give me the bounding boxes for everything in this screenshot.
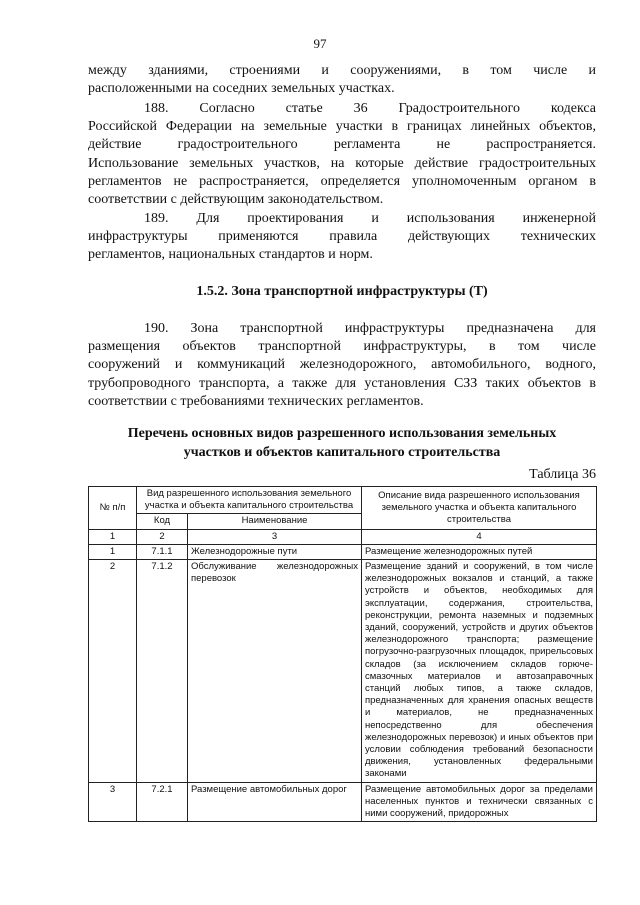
text-line: соответствии с действующим законодательством. [88, 192, 384, 208]
cell-description: Размещение железнодорожных путей [362, 544, 597, 559]
text-line: 190. Зона транспортной инфраструктуры предназначена для [144, 321, 596, 336]
table-row [89, 560, 597, 783]
cell-num: 1 [89, 544, 137, 559]
text-line: 189. Для проектирования и использования инженерной [144, 211, 596, 226]
header-group: Вид разрешенного использования земельного участка и объекта капитального строительства [137, 487, 362, 514]
header-description: Описание вида разрешенного использования земельного участка и объекта капитального строительства [362, 487, 597, 530]
text-line: Использование земельных участков, на которые действие градостроительных [88, 155, 596, 171]
paragraph-189 [88, 210, 596, 265]
col-number: 2 [137, 529, 188, 544]
cell-num: 2 [89, 560, 137, 783]
text-line: трубопроводного транспорта, а также для установления СЗЗ таких объектов в [88, 375, 596, 391]
cell-num: 3 [89, 782, 137, 822]
text-line: между зданиями, строениями и сооружениями, в том числе и [88, 63, 596, 78]
paragraph-continuation [88, 62, 596, 98]
col-number: 4 [362, 529, 597, 544]
table-row [89, 544, 597, 559]
col-number: 1 [89, 529, 137, 544]
text-line: размещения объектов транспортной инфраструктуры, в том числе [88, 339, 596, 355]
text-line: действие градостроительного регламента не распространяется. [88, 137, 596, 153]
paragraph-188 [88, 100, 596, 209]
text-line: соответствии с требованиями технических регламентов. [88, 393, 424, 409]
cell-code: 7.2.1 [137, 782, 188, 822]
page-number: 97 [313, 36, 327, 51]
text-line: сооружений и коммуникаций железнодорожного, автомобильного, водного, [88, 357, 596, 373]
text-line: расположенными на соседних земельных участках. [88, 81, 395, 97]
cell-name: Размещение автомобильных дорог [188, 782, 362, 822]
cell-code: 7.1.1 [137, 544, 188, 559]
text-line: инфраструктуры применяются правила действующих технических [88, 229, 596, 245]
list-title-line: Перечень основных видов разрешенного использования земельных [127, 426, 557, 441]
cell-name: Обслуживание железнодорожных перевозок [188, 560, 362, 783]
table-label: Таблица 36 [529, 467, 596, 482]
col-number: 3 [188, 529, 362, 544]
cell-description: Размещение зданий и сооружений, в том числе железнодорожных вокзалов и станций, а также устройств и объектов, необходимых для эксплуатации, содержания, строительства, реконструкции, ремонта наземных и подземных зданий, сооружений, устройств и других объектов железнодорожного транспорта; размещение погрузочно-разгрузочных площадок, прирельсовых складов (за исключением складов горюче-смазочных материалов и автозаправочных станций любых типов, а также складов, предназначенных для хранения опасных веществ и материалов, не предназначенных непосредственно для обеспечения железнодорожных перевозок) и иных объектов при условии соблюдения требований безопасности движения, установленных федеральными законами [362, 560, 597, 783]
table-row [89, 782, 597, 822]
cell-code: 7.1.2 [137, 560, 188, 783]
paragraph-190 [88, 320, 596, 411]
permitted-use-table [88, 486, 597, 822]
header-name: Наименование [188, 514, 362, 529]
cell-description: Размещение автомобильных дорог за пределами населенных пунктов и технически связанных с ними сооружений, придорожных [362, 782, 597, 822]
text-line: регламентов не распространяется, определяется уполномоченным органом в [88, 173, 596, 189]
cell-name: Железнодорожные пути [188, 544, 362, 559]
header-code: Код [137, 514, 188, 529]
header-num: № п/п [89, 487, 137, 530]
section-heading: 1.5.2. Зона транспортной инфраструктуры (Т) [196, 284, 488, 299]
text-line: регламентов, национальных стандартов и норм. [88, 247, 373, 263]
text-line: 188. Согласно статье 36 Градостроительного кодекса [144, 101, 596, 116]
list-title-line: участков и объектов капитального строительства [183, 445, 501, 460]
list-title [88, 424, 596, 462]
text-line: Российской Федерации на земельные участки в границах линейных объектов, [88, 119, 596, 135]
